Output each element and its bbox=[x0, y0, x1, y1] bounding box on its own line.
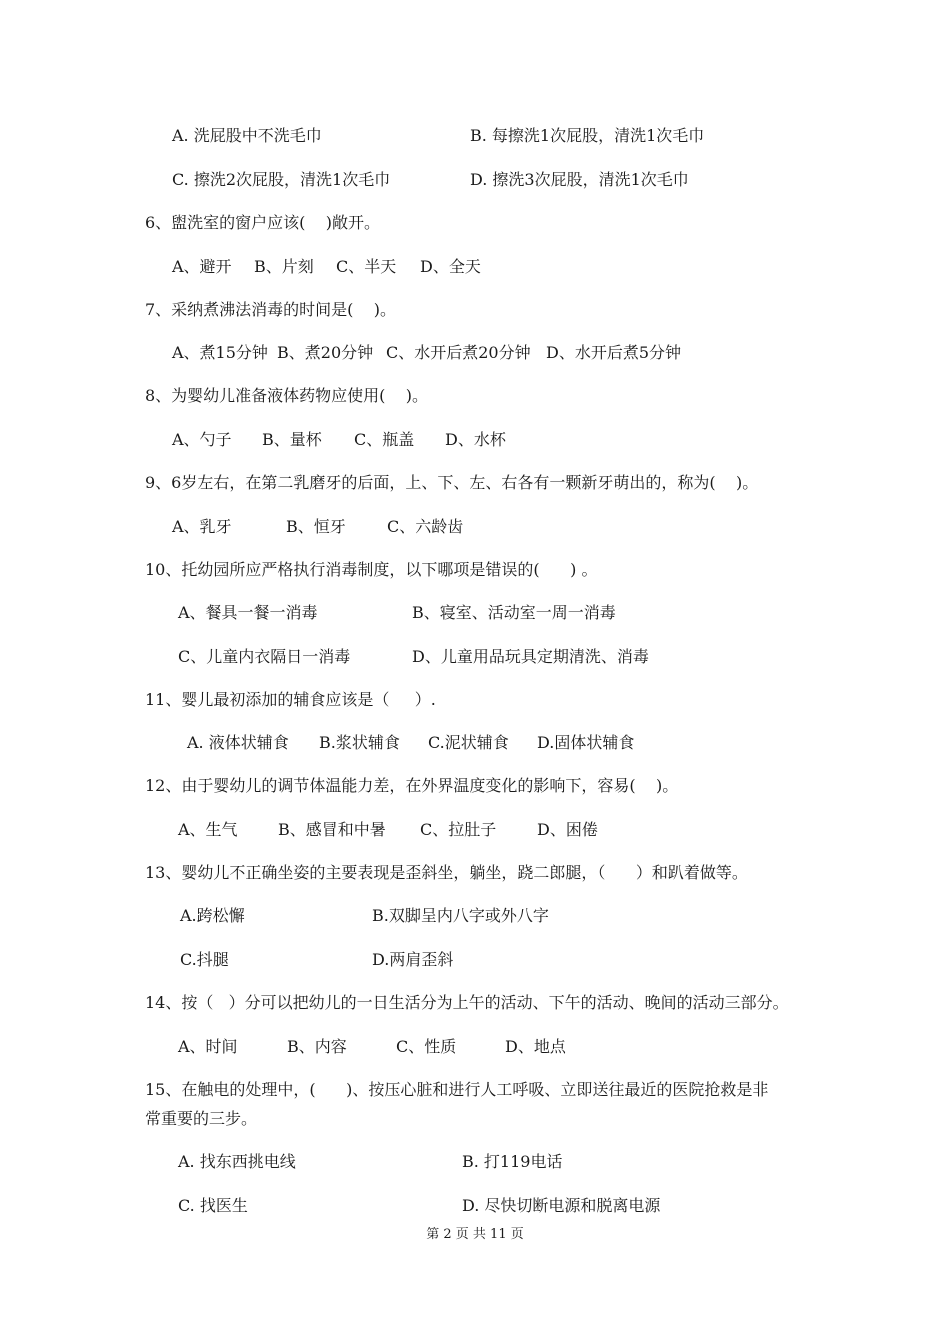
q15-option-d: D. 尽快切断电源和脱离电源 bbox=[462, 1196, 661, 1215]
q13-option-d: D.两肩歪斜 bbox=[372, 950, 454, 969]
q11-question: 11、婴儿最初添加的辅食应该是（ ）. bbox=[145, 690, 436, 709]
q15-option-c: C. 找医生 bbox=[178, 1196, 248, 1215]
page-footer: 第 2 页 共 11 页 bbox=[426, 1227, 524, 1242]
q5-option-a: A. 洗屁股中不洗毛巾 bbox=[172, 126, 322, 145]
q6-question: 6、盥洗室的窗户应该( )敞开。 bbox=[145, 213, 381, 232]
q13-option-b: B.双脚呈内八字或外八字 bbox=[372, 906, 549, 925]
q15-option-b: B. 打119电话 bbox=[462, 1152, 563, 1171]
q14-option-b: B、内容 bbox=[287, 1037, 347, 1056]
q9-option-a: A、乳牙 bbox=[172, 517, 232, 536]
q12-option-d: D、困倦 bbox=[537, 820, 598, 839]
q8-option-c: C、瓶盖 bbox=[354, 430, 415, 449]
q11-option-c: C.泥状辅食 bbox=[428, 733, 509, 752]
q10-option-a: A、餐具一餐一消毒 bbox=[178, 603, 318, 622]
q7-option-a: A、煮15分钟 bbox=[172, 343, 268, 362]
q7-question: 7、采纳煮沸法消毒的时间是( )。 bbox=[145, 300, 397, 319]
q6-option-c: C、半天 bbox=[336, 257, 397, 276]
q8-option-d: D、水杯 bbox=[445, 430, 506, 449]
q8-option-a: A、勺子 bbox=[172, 430, 232, 449]
q5-option-d: D. 擦洗3次屁股，清洗1次毛巾 bbox=[470, 170, 689, 189]
q12-option-a: A、生气 bbox=[178, 820, 238, 839]
q15-question-line2: 常重要的三步。 bbox=[145, 1109, 258, 1128]
q13-question: 13、婴幼儿不正确坐姿的主要表现是歪斜坐，躺坐，跷二郎腿，（ ）和趴着做等。 bbox=[145, 863, 748, 882]
q6-option-a: A、避开 bbox=[172, 257, 232, 276]
q15-option-a: A. 找东西挑电线 bbox=[178, 1152, 296, 1171]
q12-option-b: B、感冒和中暑 bbox=[278, 820, 386, 839]
q5-option-c: C. 擦洗2次屁股，清洗1次毛巾 bbox=[172, 170, 391, 189]
q8-option-b: B、量杯 bbox=[262, 430, 322, 449]
q11-option-a: A. 液体状辅食 bbox=[187, 733, 289, 752]
q6-option-b: B、片刻 bbox=[254, 257, 314, 276]
q5-option-b: B. 每擦洗1次屁股，清洗1次毛巾 bbox=[470, 126, 705, 145]
q15-question-line1: 15、在触电的处理中，( )、按压心脏和进行人工呼吸、立即送往最近的医院抢救是非 bbox=[145, 1080, 769, 1099]
q10-option-b: B、寝室、活动室一周一消毒 bbox=[412, 603, 616, 622]
q12-option-c: C、拉肚子 bbox=[420, 820, 497, 839]
q12-question: 12、由于婴幼儿的调节体温能力差，在外界温度变化的影响下，容易( )。 bbox=[145, 776, 679, 795]
q9-option-c: C、六龄齿 bbox=[387, 517, 464, 536]
q14-option-d: D、地点 bbox=[505, 1037, 566, 1056]
q10-option-d: D、儿童用品玩具定期清洗、消毒 bbox=[412, 647, 649, 666]
q14-option-a: A、时间 bbox=[178, 1037, 238, 1056]
q13-option-a: A.跨松懈 bbox=[180, 906, 245, 925]
q11-option-b: B.浆状辅食 bbox=[319, 733, 400, 752]
q9-option-b: B、恒牙 bbox=[286, 517, 346, 536]
q14-option-c: C、性质 bbox=[396, 1037, 457, 1056]
q8-question: 8、为婴幼儿准备液体药物应使用( )。 bbox=[145, 386, 429, 405]
q14-question: 14、按（ ）分可以把幼儿的一日生活分为上午的活动、下午的活动、晚间的活动三部分。 bbox=[145, 993, 789, 1012]
q9-question: 9、6岁左右，在第二乳磨牙的后面，上、下、左、右各有一颗新牙萌出的，称为( )。 bbox=[145, 473, 759, 492]
q10-option-c: C、儿童内衣隔日一消毒 bbox=[178, 647, 351, 666]
q10-question: 10、托幼园所应严格执行消毒制度，以下哪项是错误的( ) 。 bbox=[145, 560, 598, 579]
q7-option-b: B、煮20分钟 bbox=[277, 343, 374, 362]
q13-option-c: C.抖腿 bbox=[180, 950, 229, 969]
q7-option-d: D、水开后煮5分钟 bbox=[546, 343, 682, 362]
q6-option-d: D、全天 bbox=[420, 257, 481, 276]
q7-option-c: C、水开后煮20分钟 bbox=[386, 343, 531, 362]
q11-option-d: D.固体状辅食 bbox=[537, 733, 635, 752]
